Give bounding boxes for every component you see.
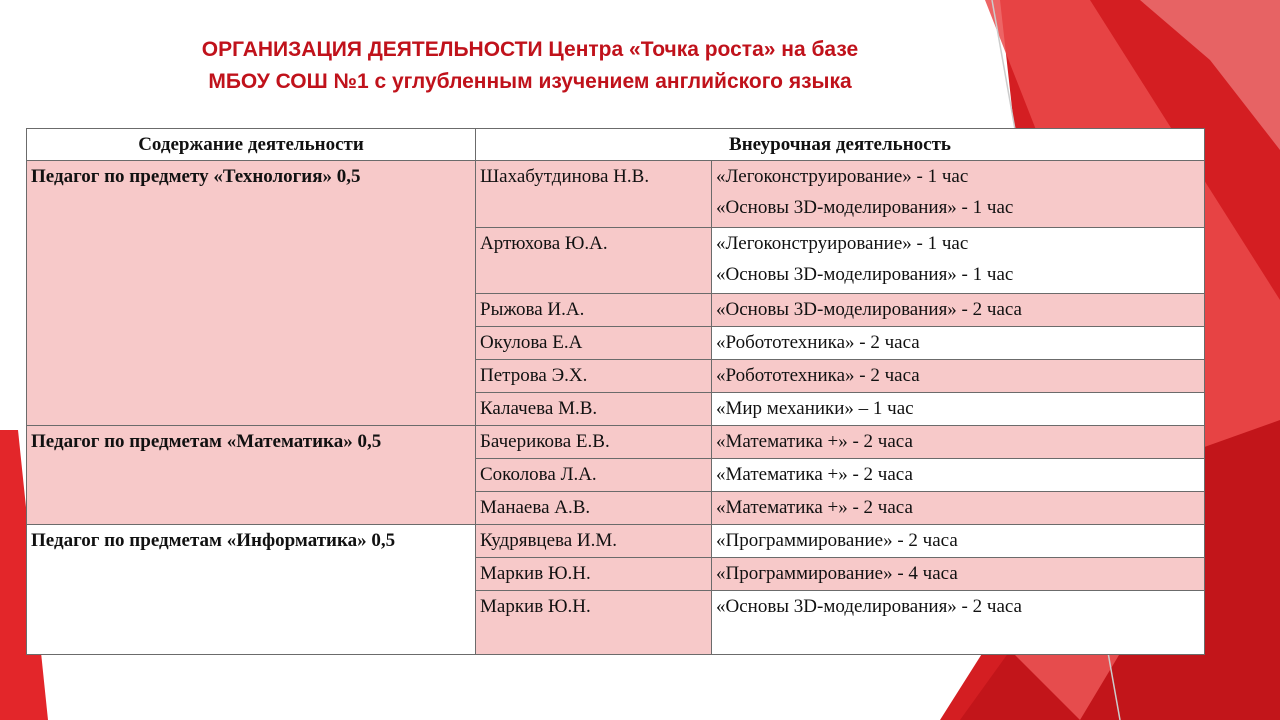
table-row: [27, 426, 1205, 459]
teacher-cell: Петрова Э.Х.: [476, 360, 712, 393]
teacher-cell: Манаева А.В.: [476, 492, 712, 525]
section-math: Педагог по предметам «Математика» 0,5: [27, 426, 476, 525]
activity-cell: «Математика +» - 2 часа: [712, 426, 1205, 459]
teacher-cell: Соколова Л.А.: [476, 459, 712, 492]
section-technology: Педагог по предмету «Технология» 0,5: [27, 161, 476, 426]
activity-cell: «Математика +» - 2 часа: [712, 459, 1205, 492]
activity-cell: «Математика +» - 2 часа: [712, 492, 1205, 525]
teacher-cell: Маркив Ю.Н.: [476, 591, 712, 655]
activity-line: «Основы 3D-моделирования» - 1 час: [716, 264, 1014, 285]
section-informatics: Педагог по предметам «Информатика» 0,5: [27, 525, 476, 655]
activity-line: «Легоконструирование» - 1 час: [716, 233, 969, 254]
activity-cell: «Основы 3D-моделирования» - 2 часа: [712, 591, 1205, 655]
teacher-cell: Артюхова Ю.А.: [476, 228, 712, 294]
activity-cell: «Робототехника» - 2 часа: [712, 327, 1205, 360]
activity-line: «Основы 3D-моделирования» - 1 час: [716, 197, 1014, 218]
activity-cell: [712, 161, 1205, 228]
teacher-cell: Рыжова И.А.: [476, 294, 712, 327]
activity-cell: «Мир механики» – 1 час: [712, 393, 1205, 426]
teacher-cell: Маркив Ю.Н.: [476, 558, 712, 591]
table-row: [27, 525, 1205, 558]
activity-cell: [712, 228, 1205, 294]
activity-cell: «Робототехника» - 2 часа: [712, 360, 1205, 393]
activity-table: [26, 128, 1205, 655]
table-header-row: [27, 129, 1205, 161]
title-line-1: ОРГАНИЗАЦИЯ ДЕЯТЕЛЬНОСТИ Центра «Точка роста» на базе: [201, 38, 859, 61]
activity-cell: «Основы 3D-моделирования» - 2 часа: [712, 294, 1205, 327]
activity-cell: «Программирование» - 4 часа: [712, 558, 1205, 591]
teacher-cell: Окулова Е.А: [476, 327, 712, 360]
header-content: Содержание деятельности: [27, 129, 476, 161]
teacher-cell: Бачерикова Е.В.: [476, 426, 712, 459]
table-row: [27, 161, 1205, 228]
title-line-2: МБОУ СОШ №1 с углубленным изучением английского языка: [208, 70, 852, 93]
header-extracurricular: Внеурочная деятельность: [476, 129, 1205, 161]
activity-cell: «Программирование» - 2 часа: [712, 525, 1205, 558]
page-title: [60, 34, 1000, 98]
teacher-cell: Шахабутдинова Н.В.: [476, 161, 712, 228]
teacher-cell: Кудрявцева И.М.: [476, 525, 712, 558]
teacher-cell: Калачева М.В.: [476, 393, 712, 426]
activity-line: «Легоконструирование» - 1 час: [716, 166, 969, 187]
